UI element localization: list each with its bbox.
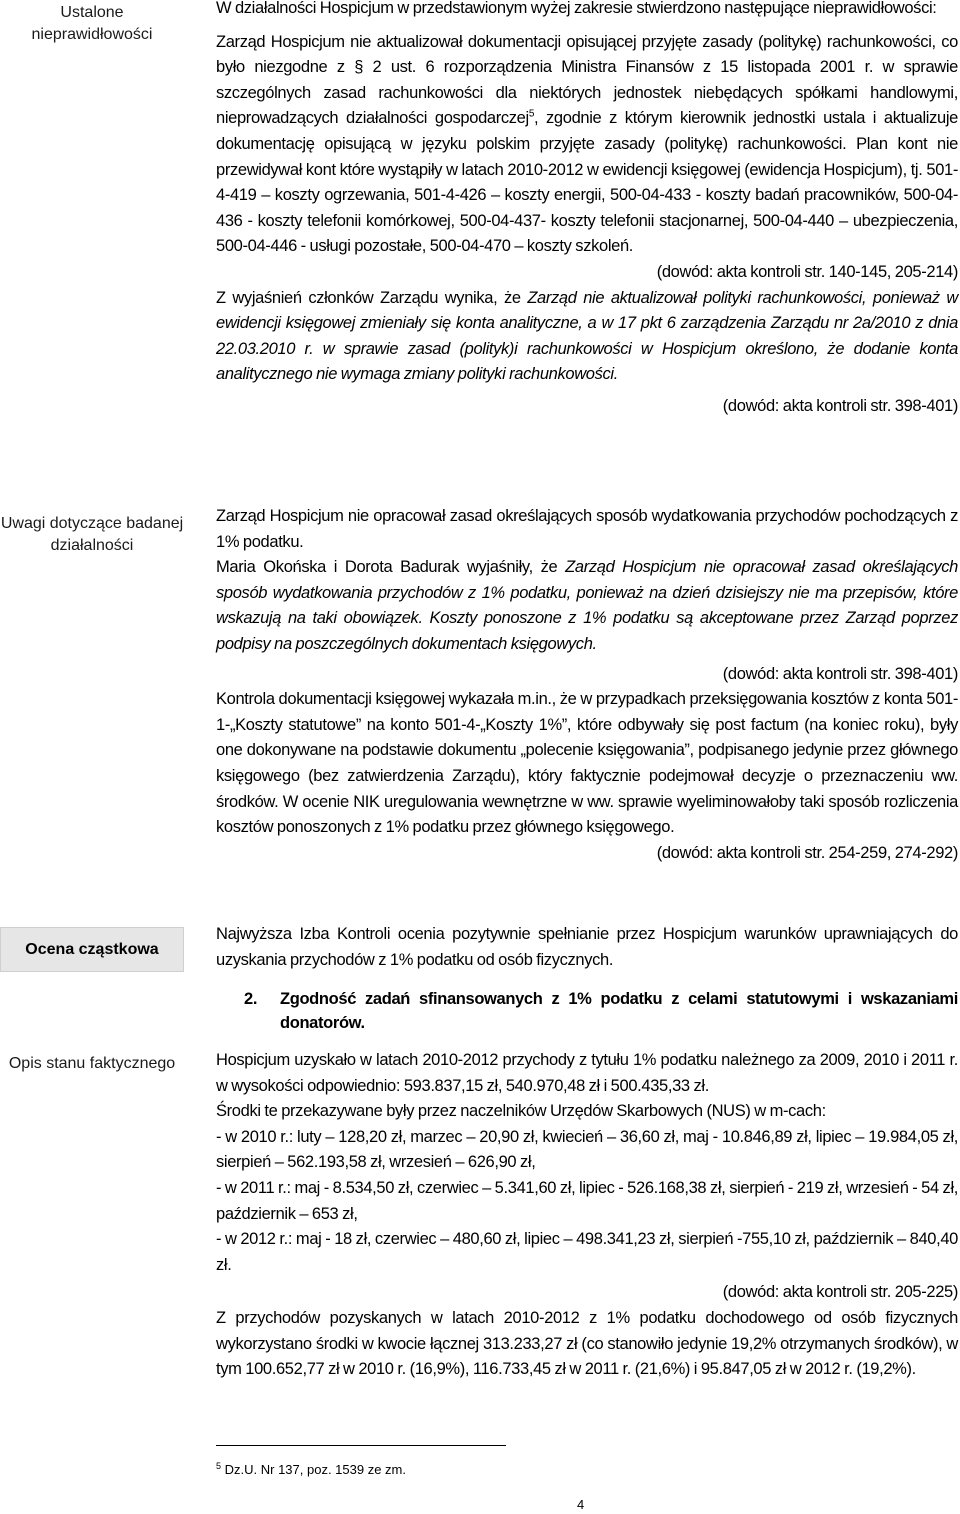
section-heading bbox=[246, 987, 958, 1035]
evidence-ref-2: (dowód: akta kontroli str. 398-401) bbox=[722, 396, 958, 415]
evidence-ref-4: (dowód: akta kontroli str. 254-259, 274-292) bbox=[656, 843, 958, 862]
intro-paragraph: W działalności Hospicjum w przedstawionym wyżej zakresie stwierdzono następujące nieprawidłowości: bbox=[216, 0, 937, 17]
block-ocena bbox=[216, 922, 958, 973]
evidence-ref-3: (dowód: akta kontroli str. 398-401) bbox=[722, 664, 958, 683]
control-paragraph: Kontrola dokumentacji księgowej wykazała m.in., że w przypadkach przeksięgowania kosztów z konta 501-1-„Koszty statutowe” na konto 501-4-„Koszty 1%”, które odbywały się post factum (na koniec roku), były one dokonywane na podstawie dokumentu „polecenie księgowania”, podpisanego jedynie przez głównego księgowego (bez zatwierdzenia Zarządu), który faktycznie podejmował decyzje o przeznaczeniu ww. środków. W ocenie NIK uregulowania wewnętrzne w ww. sprawie wyeliminowałoby taki sposób rozliczenia kosztów ponoszonych z 1% podatku przez głównego księgowego. bbox=[216, 690, 958, 837]
explanation-paragraph: Z wyjaśnień członków Zarządu wynika, że Zarząd nie aktualizował polityki rachunkowości, ponieważ w ewidencji księgowej zmieniały się konta analityczne, a w 17 pkt 6 zarządzenia Zarządu nr 2a/2010 z dnia 22.03.2010 r. w sprawie zasad (polityk)i rachunkowości w Hospicjum określono, że dodanie konta analitycznego nie wymaga zmiany polityki rachunkowości. bbox=[216, 288, 958, 384]
page-number: 4 bbox=[577, 1497, 585, 1512]
ocena-label-text: Ocena cząstkowa bbox=[25, 940, 159, 958]
usage-paragraph: Z przychodów pozyskanych w latach 2010-2012 z 1% podatku dochodowego od osób fizycznych wykorzystano środki w kwocie łącznej 313.233,27 zł (co stanowiło jedynie 19,2% otrzymanych środków), w tym 100.652,77 zł w 2010 r. (16,9%), 116.733,45 zł w 2011 r. (21,6%) i 95.847,05 zł w 2012 r. (19,2%). bbox=[216, 1308, 958, 1379]
block-opis bbox=[216, 1048, 958, 1383]
transfer-2012: - w 2012 r.: maj - 18 zł, czerwiec – 480,60 zł, lipiec – 498.341,23 zł, sierpień -755,10 zł, październik – 840,40 zł. bbox=[216, 1230, 958, 1274]
okonska-explanation: Maria Okońska i Dorota Badurak wyjaśniły, że Zarząd Hospicjum nie opracował zasad określających sposób wydatkowania przychodów z 1% podatku, ponieważ na dzień dzisiejszy nie ma przepisów, które wskazują na taki obowiązek. Koszty ponoszone z 1% podatku są akceptowane przez Zarząd poprzez podpisy na poszczególnych dokumentach księgowych. bbox=[216, 558, 958, 653]
footnote-text: Dz.U. Nr 137, poz. 1539 ze zm. bbox=[221, 1462, 406, 1477]
block-ustalone bbox=[216, 0, 958, 420]
section-number: 2. bbox=[244, 990, 258, 1008]
footnote-divider bbox=[216, 1445, 506, 1446]
evidence-ref-1: (dowód: akta kontroli str. 140-145, 205-214) bbox=[656, 262, 958, 281]
sidebar-label-opis: Opis stanu faktycznego bbox=[8, 1055, 176, 1072]
transfer-2010: - w 2010 r.: luty – 128,20 zł, marzec – 20,90 zł, kwiecień – 36,60 zł, maj - 10.846,89 zł, lipiec – 19.984,05 zł, sierpień – 562.193,58 zł, wrzesień – 626,90 zł, bbox=[216, 1127, 958, 1172]
block-uwagi bbox=[216, 504, 958, 866]
evidence-ref-5: (dowód: akta kontroli str. 205-225) bbox=[722, 1283, 958, 1302]
policy-paragraph: Zarząd Hospicjum nie aktualizował dokumentacji opisującej przyjęte zasady (politykę) rachunkowości, co było niezgodne z § 2 ust. 6 rozporządzenia Ministra Finansów z 15 listopada 2001 r. w sprawie szczególnych zasad rachunkowości dla niektórych jednostek niebędących spółkami handlowymi, nieprowadzących działalności gospodarczej$^5$, zgodnie z którym kierownik jednostki ustala i aktualizuje dokumentację opisującą w języku polskim przyjęte zasady (politykę) rachunkowości. Plan kont nie przewidywał kont które wystąpiły w latach 2010-2012 w ewidencji księgowej (ewidencja Hospicjum), tj. 501-4-419 – koszty ogrzewania, 501-4-426 – koszty energii, 500-04-433 - koszty badań pracowników, 500-04-436 - koszty telefonii komórkowej, 500-04-437- koszty telefonii stacjonarnej, 500-04-440 – ubezpieczenia, 500-04-446 - usługi pozostałe, 500-04-470 – koszty szkoleń. bbox=[216, 32, 958, 256]
sidebar-label-ocena bbox=[0, 927, 184, 972]
footnote bbox=[216, 1462, 406, 1477]
footnote-ref: 5 bbox=[528, 108, 535, 120]
rules-paragraph: Zarząd Hospicjum nie opracował zasad określających sposób wydatkowania przychodów pochodzących z 1% podatku. bbox=[216, 507, 958, 551]
sidebar-label-ustalone: Ustalone nieprawidłowości bbox=[31, 4, 153, 43]
sidebar-label-uwagi: Uwagi dotyczące badanej działalności bbox=[0, 515, 184, 554]
section-title: Zgodność zadań sfinansowanych z 1% podatku z celami statutowymi i wskazaniami donatorów. bbox=[280, 990, 958, 1032]
ocena-paragraph: Najwyższa Izba Kontroli ocenia pozytywnie spełnianie przez Hospicjum warunków uprawniających do uzyskania przychodów z 1% podatku od osób fizycznych. bbox=[216, 925, 958, 969]
transfer-2011: - w 2011 r.: maj - 8.534,50 zł, czerwiec – 5.341,60 zł, lipiec - 526.168,38 zł, sierpień - 219 zł, wrzesień - 54 zł, październik – 653 zł, bbox=[216, 1178, 958, 1223]
footnote-number: 5 bbox=[216, 1461, 222, 1471]
income-paragraph: Hospicjum uzyskało w latach 2010-2012 przychody z tytułu 1% podatku należnego za 2009, 2010 i 2011 r. w wysokości odpowiednio: 593.837,15 zł, 540.970,48 zł i 500.435,33 zł. bbox=[216, 1051, 958, 1095]
transfer-intro: Środki te przekazywane były przez naczelników Urzędów Skarbowych (NUS) w m-cach: bbox=[216, 1102, 826, 1121]
